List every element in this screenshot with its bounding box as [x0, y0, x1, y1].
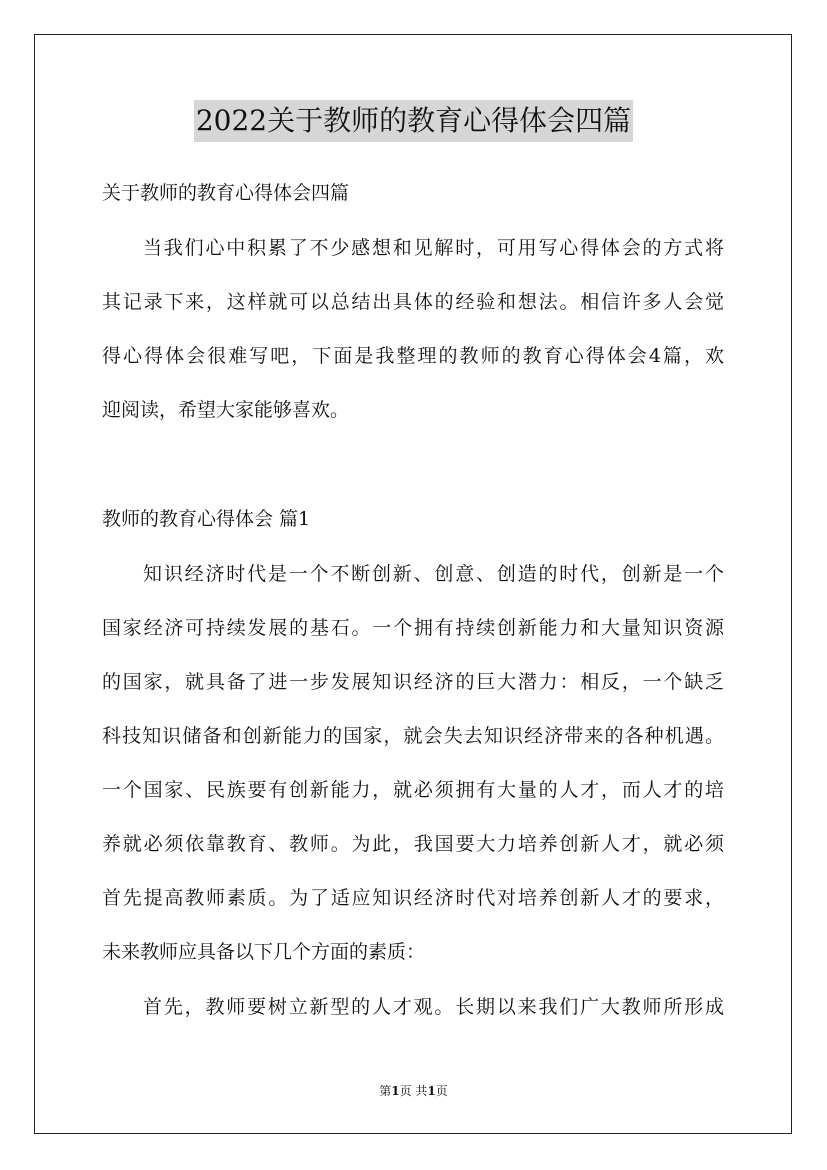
page-footer [0, 1082, 827, 1100]
footer-page-total: 1 [427, 1084, 436, 1098]
paragraph-line: 得心得体会很难写吧，下面是我整理的教师的教育心得体会4篇，欢 [102, 345, 724, 367]
paragraph-line: 的国家，就具备了进一步发展知识经济的巨大潜力：相反，一个缺乏 [102, 671, 724, 693]
paragraph-line: 未来教师应具备以下几个方面的素质： [102, 941, 426, 963]
document-title: 2022关于教师的教育心得体会四篇 [194, 100, 633, 142]
footer-page-number: 1 [391, 1084, 400, 1098]
paragraph-line: 首先提高教师素质。为了适应知识经济时代对培养创新人才的要求， [102, 887, 724, 909]
footer-page-mid: 页 共 [399, 1084, 428, 1098]
paragraph-line: 迎阅读，希望大家能够喜欢。 [102, 399, 350, 421]
paragraph-line: 一个国家、民族要有创新能力，就必须拥有大量的人才，而人才的培 [102, 779, 724, 801]
section-heading: 教师的教育心得体会 篇1 [102, 508, 311, 530]
paragraph-line: 科技知识储备和创新能力的国家，就会失去知识经济带来的各种机遇。 [102, 725, 724, 747]
paragraph-line: 国家经济可持续发展的基石。一个拥有持续创新能力和大量知识资源 [102, 617, 724, 639]
footer-page-prefix: 第 [379, 1084, 392, 1098]
paragraph-line: 其记录下来，这样就可以总结出具体的经验和想法。相信许多人会觉 [102, 291, 724, 313]
footer-page-suffix: 页 [435, 1084, 448, 1098]
paragraph-line: 当我们心中积累了不少感想和见解时，可用写心得体会的方式将 [143, 237, 724, 259]
paragraph-line: 知识经济时代是一个不断创新、创意、创造的时代，创新是一个 [143, 563, 724, 585]
paragraph-line: 首先，教师要树立新型的人才观。长期以来我们广大教师所形成 [143, 996, 724, 1018]
document-subtitle: 关于教师的教育心得体会四篇 [102, 182, 350, 204]
title-container [0, 100, 827, 142]
paragraph-line: 养就必须依靠教育、教师。为此，我国要大力培养创新人才，就必须 [102, 833, 724, 855]
